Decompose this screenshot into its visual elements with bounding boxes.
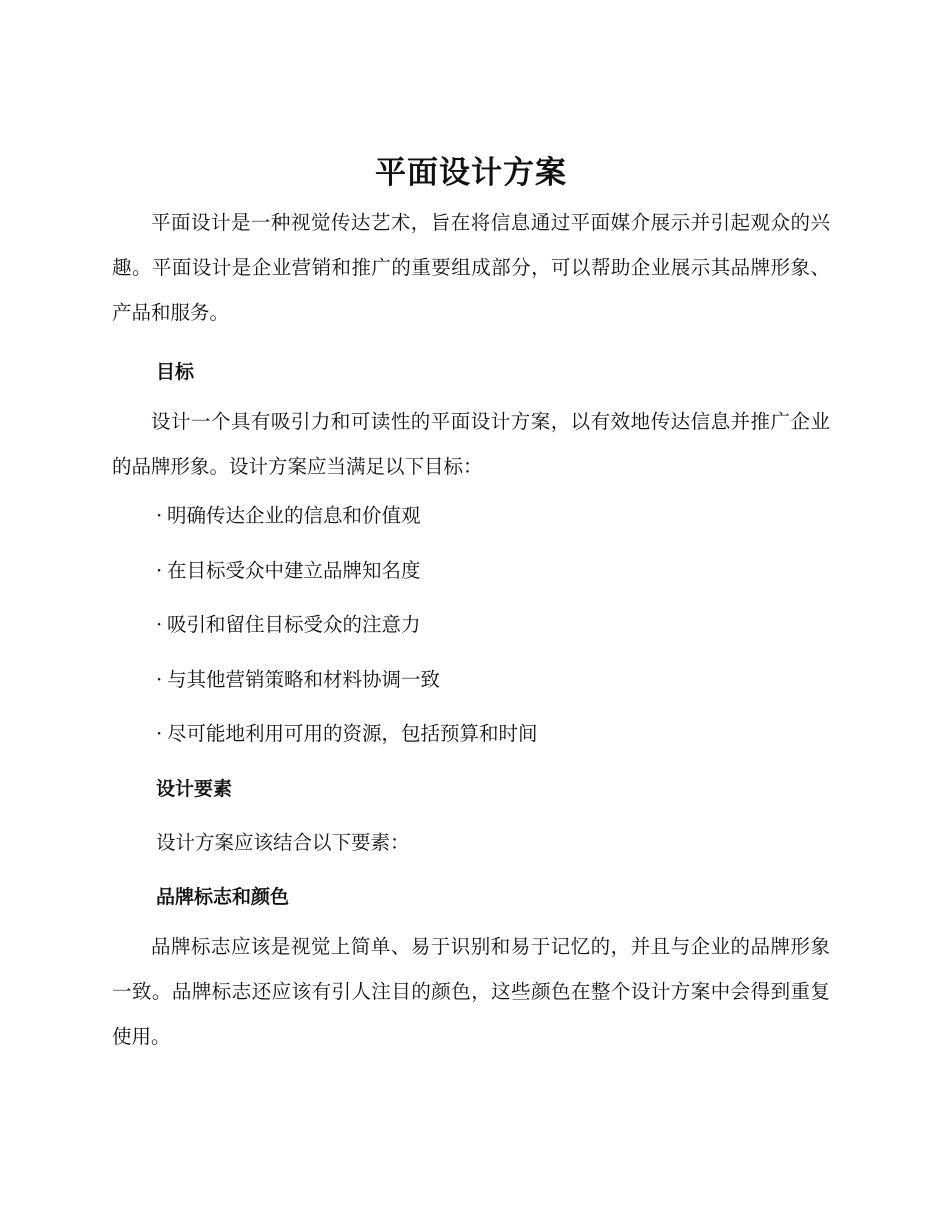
document-page bbox=[112, 150, 830, 1059]
bullet-dot: · bbox=[156, 613, 163, 636]
bullet-dot: · bbox=[156, 504, 163, 527]
list-item-text: 与其他营销策略和材料协调一致 bbox=[167, 667, 441, 691]
bullet-dot: · bbox=[156, 558, 163, 582]
bullet-dot: · bbox=[156, 667, 163, 691]
design-elements-heading: 设计要素 bbox=[156, 777, 233, 800]
list-item-text: 在目标受众中建立品牌知名度 bbox=[167, 558, 421, 582]
document-title: 平面设计方案 bbox=[375, 155, 567, 191]
goals-heading: 目标 bbox=[156, 361, 195, 383]
list-item bbox=[112, 489, 830, 544]
list-item bbox=[112, 544, 830, 599]
goals-paragraph: 设计一个具有吸引力和可读性的平面设计方案，以有效地传达信息并推广企业的品牌形象。设计方案应当满足以下目标： bbox=[112, 410, 830, 478]
spacer bbox=[112, 335, 830, 345]
list-item bbox=[112, 598, 830, 653]
goals-list bbox=[112, 489, 830, 762]
bullet-dot: · bbox=[156, 722, 163, 745]
brand-logo-color-paragraph: 品牌标志应该是视觉上简单、易于识别和易于记忆的，并且与企业的品牌形象一致。品牌标志还应该有引人注目的颜色，这些颜色在整个设计方案中会得到重复使用。 bbox=[112, 934, 830, 1048]
design-elements-text: 设计方案应该结合以下要素： bbox=[156, 830, 410, 854]
list-item-text: 尽可能地利用可用的资源，包括预算和时间 bbox=[167, 722, 538, 745]
list-item bbox=[112, 707, 830, 762]
brand-logo-color-heading: 品牌标志和颜色 bbox=[156, 885, 290, 908]
list-item-text: 明确传达企业的信息和价值观 bbox=[167, 504, 421, 527]
list-item bbox=[112, 653, 830, 708]
intro-paragraph: 平面设计是一种视觉传达艺术，旨在将信息通过平面媒介展示并引起观众的兴趣。平面设计是企业营销和推广的重要组成部分，可以帮助企业展示其品牌形象、产品和服务。 bbox=[112, 211, 830, 324]
list-item-text: 吸引和留住目标受众的注意力 bbox=[167, 613, 421, 636]
